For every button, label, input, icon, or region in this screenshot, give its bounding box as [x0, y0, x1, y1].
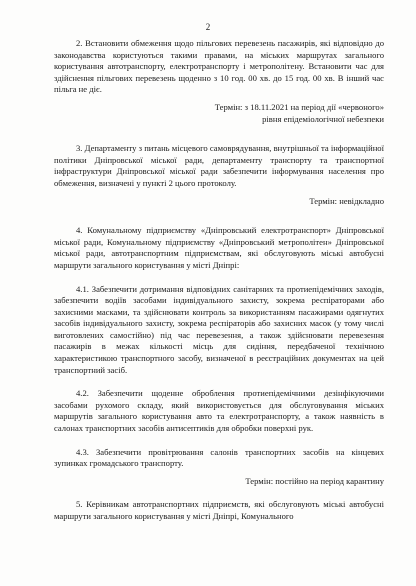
paragraph-5: 5. Керівникам автотранспортних підприємств, які обслуговують міські автобусні маршрути загального користування у місті Дніпрі, Комунального	[54, 499, 384, 521]
term-line-4: Термін: постійно на період карантину	[245, 475, 384, 486]
paragraph-3: 3. Департаменту з питань місцевого самоврядування, внутрішньої та інформаційної політики Дніпровської міської ради, департаменту транспорту та транспортної інфраструктури Дніпровської міської ради забезпечити інформування населення про обмеження, визначені у пункті 2 цього протоколу.	[54, 143, 384, 188]
term-line-3: Термін: невідкладно	[309, 195, 384, 206]
paragraph-4-1: 4.1. Забезпечити дотримання відповідних санітарних та протиепідемічних заходів, забезпечити водіїв засобами індивідуального захисту, зокрема респіраторами або захисними масками, та здійснювати контроль за використанням пасажирами одягнутих засобів індивідуального захисту, зокрема респіраторів або захисних масок (у тому числі виготовлених самостійно) під час перевезення, а також здійснювати перевезення пасажирів в межах кількості місць для сидіння, передбаченої технічною характеристикою транспортного засобу, визначеної в реєстраційних документах на цей транспортний засіб.	[54, 283, 384, 375]
paragraph-4-2: 4.2. Забезпечити щоденне оброблення протиепідемічними дезінфікуючими засобами рухомого складу, який використовується для обслуговування міських маршрутів загального користування авто та електротранспорту, а також наявність в салонах транспортних засобів антисептиків для обробки поверхні рук.	[54, 388, 384, 434]
term-line-2a: Термін: з 18.11.2021 на період дії «червоного»	[214, 101, 384, 112]
page-number: 2	[205, 22, 211, 32]
paragraph-4-3: 4.3. Забезпечити провітрювання салонів транспортних засобів на кінцевих зупинках громадського транспорту.	[54, 446, 384, 469]
paragraph-4: 4. Комунальному підприємству «Дніпровський електротранспорт» Дніпровської міської ради, Комунальному підприємству «Дніпровський метрополітен» Дніпровської міської ради, автотранспортним підприємствам, які обслуговують міські автобусні маршрути загального користування у місті Дніпрі:	[54, 225, 384, 270]
paragraph-2: 2. Встановити обмеження щодо пільгових перевезень пасажирів, які відповідно до законодавства користуються такими правами, на міських маршрутах загального користування автотранспорту, електротранспорту і метрополітену. Встановити час для здійснення пільгових перевезень щоденно з 10 год. 00 хв. до 15 год. 00 хв. В інший час пільга не діє.	[54, 38, 384, 95]
term-line-2b: рівня епідеміологічної небезпеки	[262, 113, 384, 124]
document-body	[54, 38, 384, 523]
